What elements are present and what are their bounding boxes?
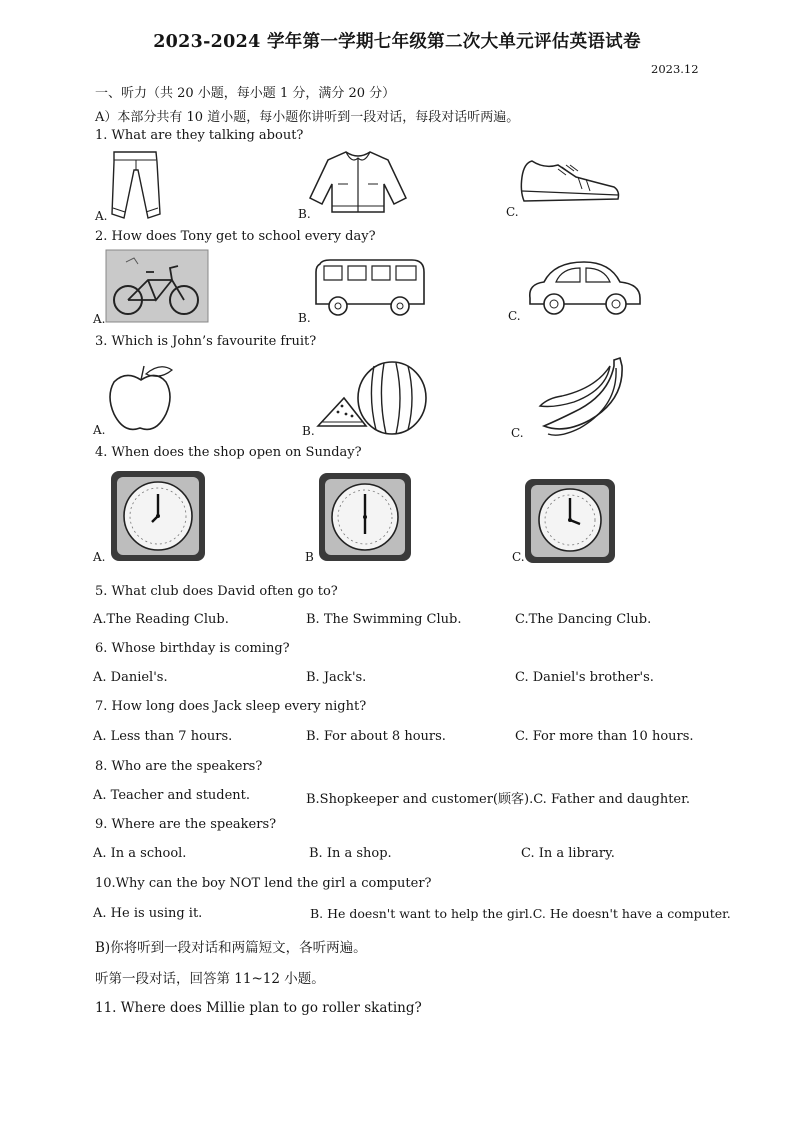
option-b: B. He doesn't want to help the girl.C. He doesn't have a computer. bbox=[310, 906, 731, 921]
partB-instructions: B)你将听到一段对话和两篇短文，各听两遍。 bbox=[95, 940, 367, 956]
banana-icon bbox=[534, 356, 628, 438]
clock-icon bbox=[524, 478, 616, 564]
question-9: 9. Where are the speakers? bbox=[95, 817, 277, 832]
option-c: C.The Dancing Club. bbox=[515, 612, 652, 627]
option-b: B.Shopkeeper and customer(顾客).C. Father and daughter. bbox=[306, 792, 691, 807]
option-label: C. bbox=[506, 205, 519, 219]
option-label: C. bbox=[512, 550, 525, 564]
option-label: B. bbox=[298, 207, 311, 221]
option-c: C. For more than 10 hours. bbox=[515, 729, 694, 744]
exam-date: 2023.12 bbox=[651, 62, 699, 76]
question-1: 1. What are they talking about? bbox=[95, 128, 304, 143]
option-b: B. In a shop. bbox=[309, 846, 392, 861]
question-7: 7. How long does Jack sleep every night? bbox=[95, 699, 367, 714]
option-a: A. In a school. bbox=[93, 846, 187, 861]
car-icon bbox=[524, 258, 644, 320]
option-label: A. bbox=[93, 312, 106, 326]
option-label: A. bbox=[95, 209, 108, 223]
question-3: 3. Which is John’s favourite fruit? bbox=[95, 334, 317, 349]
jacket-icon bbox=[308, 148, 408, 214]
partA-instructions: A）本部分共有 10 道小题，每小题你讲听到一段对话，每段对话听两遍。 bbox=[95, 110, 520, 125]
question-6: 6. Whose birthday is coming? bbox=[95, 641, 290, 656]
bus-icon bbox=[312, 258, 428, 320]
apple-icon bbox=[106, 362, 176, 434]
exam-title: 2023-2024 学年第一学期七年级第二次大单元评估英语试卷 bbox=[153, 32, 641, 52]
option-label: C. bbox=[511, 426, 524, 440]
question-10: 10.Why can the boy NOT lend the girl a computer? bbox=[95, 876, 432, 891]
option-a: A. Less than 7 hours. bbox=[93, 729, 233, 744]
option-a: A. Teacher and student. bbox=[93, 788, 251, 803]
clock-icon bbox=[318, 472, 412, 562]
partB-subheading: 听第一段对话，回答第 11~12 小题。 bbox=[95, 971, 325, 987]
option-label: B. bbox=[302, 424, 315, 438]
section1-heading: 一、听力（共 20 小题，每小题 1 分，满分 20 分） bbox=[95, 86, 396, 101]
option-label: A. bbox=[93, 423, 106, 437]
question-2: 2. How does Tony get to school every day? bbox=[95, 229, 376, 244]
option-a: A. Daniel's. bbox=[93, 670, 168, 685]
option-label: B bbox=[305, 550, 314, 564]
option-b: B. For about 8 hours. bbox=[306, 729, 446, 744]
bicycle-icon bbox=[106, 250, 208, 322]
option-a: A.The Reading Club. bbox=[93, 612, 229, 627]
question-8: 8. Who are the speakers? bbox=[95, 759, 263, 774]
option-a: A. He is using it. bbox=[93, 906, 203, 921]
trousers-icon bbox=[108, 150, 163, 222]
option-b: B. The Swimming Club. bbox=[306, 612, 462, 627]
clock-icon bbox=[110, 470, 206, 562]
option-label: B. bbox=[298, 311, 311, 325]
sneaker-icon bbox=[518, 155, 622, 207]
option-label: A. bbox=[93, 550, 106, 564]
question-11: 11. Where does Millie plan to go roller skating? bbox=[95, 1000, 422, 1016]
option-c: C. In a library. bbox=[521, 846, 615, 861]
option-c: C. Daniel's brother's. bbox=[515, 670, 654, 685]
watermelon-icon bbox=[314, 360, 430, 436]
option-label: C. bbox=[508, 309, 521, 323]
question-4: 4. When does the shop open on Sunday? bbox=[95, 445, 362, 460]
option-b: B. Jack's. bbox=[306, 670, 367, 685]
question-5: 5. What club does David often go to? bbox=[95, 584, 338, 599]
